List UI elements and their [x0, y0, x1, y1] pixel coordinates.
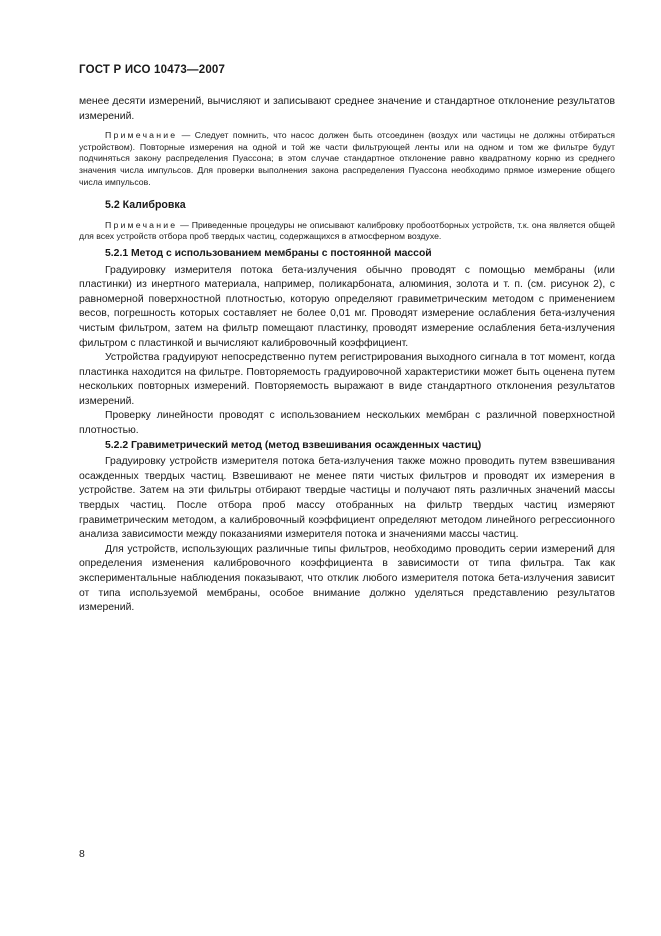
- note-2-lead: Примечание: [105, 219, 178, 230]
- note-2: [79, 220, 615, 243]
- section-5-2-2-paragraph: Для устройств, использующих различные типы фильтров, необходимо проводить серии измерений для определения изменения калибровочного коэффициента в зависимости от типа фильтра. Так как экспериментальные наблюдения показывают, что отклик любого измерителя потока бета-излучения зависит от типа используемой мембраны, особое внимание должно уделяться представлению результатов измерений.: [79, 543, 615, 614]
- document-header: ГОСТ Р ИСО 10473—2007: [79, 64, 226, 76]
- section-5-2-1-heading: 5.2.1 Метод с использованием мембраны с постоянной массой: [105, 247, 432, 259]
- note-1-lead: Примечание: [105, 130, 178, 141]
- section-5-2-1-paragraph: Устройства градуируют непосредственно путем регистрирования выходного сигнала в тот момент, когда пластинка находится на фильтре. Повторяемость градуировочной характеристики может быть оценена путем нескольких повторных измерений. Повторяемость выражают в виде стандартного отклонения результатов измерений.: [79, 352, 615, 407]
- page-number: 8: [79, 849, 85, 860]
- section-5-2-1-paragraph: Проверку линейности проводят с использованием нескольких мембран с различной поверхностной плотностью.: [79, 410, 615, 437]
- note-2-text: — Приведенные процедуры не описывают калибровку пробоотборных устройств, т.к. она является общей для всех устройств отбора проб твердых частиц, содержащихся в атмосферном воздухе.: [79, 219, 615, 242]
- section-5-2-1-paragraph: Градуировку измерителя потока бета-излучения обычно проводят с помощью мембраны (или пластинки) из инертного материала, например, поликарбоната, алюминия, золота и т. п. (см. рисунок 2), с равномерной поверхностной плотностью, которую определяют гравиметрическим методом с применением весов, погрешность которых составляет не более 0,01 мг. Проводят измерение ослабления бета-излучения чистым фильтром, затем на фильтр помещают пластинку, проводят измерение ослабления бета-излучения фильтром с пластинкой и вычисляют калибровочный коэффициент.: [79, 264, 615, 349]
- section-5-2-2-paragraph: Градуировку устройств измерителя потока бета-излучения также можно проводить путем взвешивания осажденных твердых частиц. Взвешивают не менее пяти чистых фильтров и проводят их измерения в устройстве. Затем на эти фильтры отбирают твердые частицы и получают пять различных значений массы твердых частиц. После отбора проб массу отобранных на фильтр твердых частиц измеряют гравиметрическим методом, а калибровочный коэффициент определяют методом линейного регрессионного анализа зависимости между показаниями измерителя потока и значениями массы частиц.: [79, 456, 615, 541]
- section-5-2-heading: 5.2 Калибровка: [105, 199, 186, 212]
- note-1-text: — Следует помнить, что насос должен быть отсоединен (воздух или частицы не должны отбираться устройством). Повторные измерения на одной и той же части фильтрующей ленты или на одном и том же фильтре будут подчиняться закону распределения Пуассона; в этом случае стандартное отклонение равно квадратному корню из среднего значения числа импульсов. Для проверки выполнения закона распределения Пуассона необходимо прямое измерение общего числа импульсов.: [79, 130, 615, 187]
- section-5-2-2-heading: 5.2.2 Гравиметрический метод (метод взвешивания осажденных частиц): [105, 439, 482, 451]
- intro-paragraph: менее десяти измерений, вычисляют и записывают среднее значение и стандартное отклонение результатов измерений.: [79, 96, 615, 122]
- page-content: [79, 95, 615, 616]
- note-1: [79, 130, 615, 188]
